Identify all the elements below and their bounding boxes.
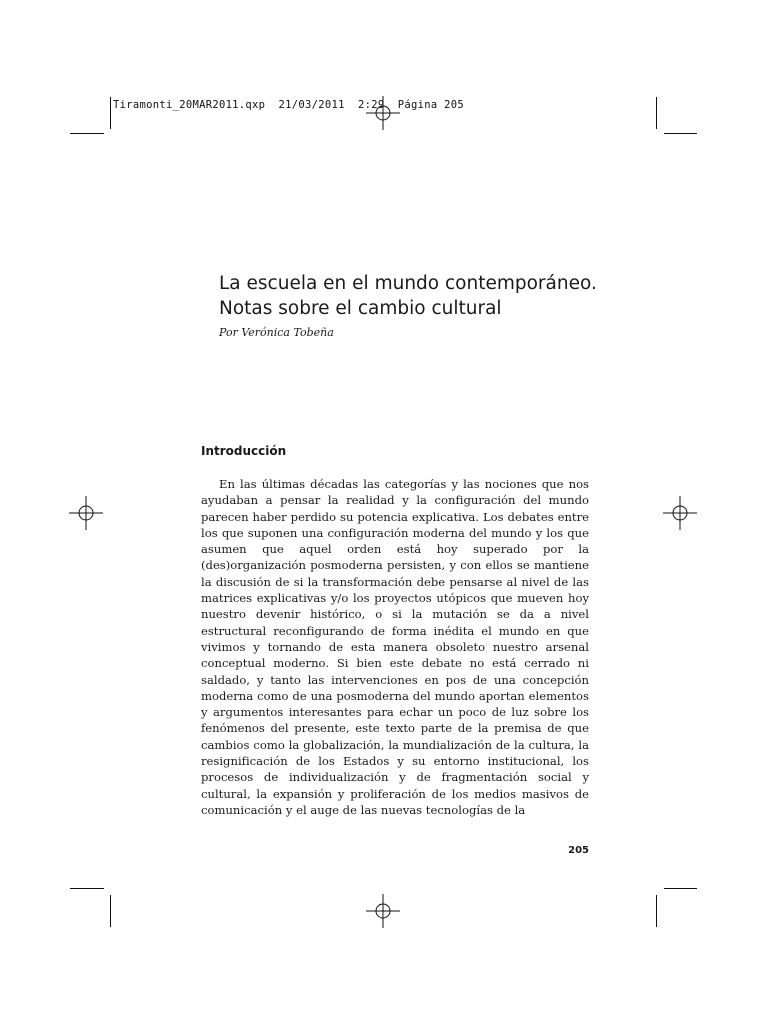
crop-mark-bottom-right-vertical [656, 895, 657, 927]
article-title-line-1: La escuela en el mundo contemporáneo. [219, 273, 597, 294]
crop-mark-top-right-horizontal [664, 133, 697, 134]
crop-mark-top-left-horizontal [70, 133, 104, 134]
page-number: 205 [568, 845, 589, 856]
print-slug: Tiramonti_20MAR2011.qxp 21/03/2011 2:29 Página 205 [113, 99, 464, 111]
crop-mark-bottom-left-vertical [110, 895, 111, 927]
registration-mark-right-icon [663, 496, 697, 530]
registration-mark-top-icon [366, 96, 400, 130]
article-title [219, 271, 599, 321]
crop-mark-top-left-vertical [110, 97, 111, 129]
crop-mark-bottom-right-horizontal [664, 888, 697, 889]
article-title-line-2: Notas sobre el cambio cultural [219, 298, 502, 319]
crop-mark-top-right-vertical [656, 97, 657, 129]
section-heading: Introducción [201, 444, 287, 458]
registration-mark-bottom-icon [366, 894, 400, 928]
registration-mark-left-icon [69, 496, 103, 530]
crop-mark-bottom-left-horizontal [70, 888, 104, 889]
body-paragraph: En las últimas décadas las categorías y las nociones que nos ayudaban a pensar la realidad y la configuración del mundo parecen haber perdido su potencia explicativa. Los debates entre los que suponen una configuración moderna del mundo y los que asumen que aquel orden está hoy superado por la (des)organización posmoderna persisten, y con ellos se mantiene la discusión de si la transformación debe pensarse al nivel de las matrices explicativas y/o los proyectos utópicos que mueven hoy nuestro devenir histórico, o si la mutación se da a nivel estructural reconfigurando de forma inédita el mundo en que vivimos y tornando de esta manera obsoleto nuestro arsenal conceptual moderno. Si bien este debate no está cerrado ni saldado, y tanto las intervenciones en pos de una concepción moderna como de una posmoderna del mundo aportan elementos y argumentos interesantes para echar un poco de luz sobre los fenómenos del presente, este texto parte de la premisa de que cambios como la globalización, la mundialización de la cultura, la resignificación de los Estados y su entorno institucional, los procesos de individualización y de fragmentación social y cultural, la expansión y proliferación de los medios masivos de comunicación y el auge de las nuevas tecnologías de la [201, 477, 589, 817]
article-author: Por Verónica Tobeña [219, 326, 334, 339]
